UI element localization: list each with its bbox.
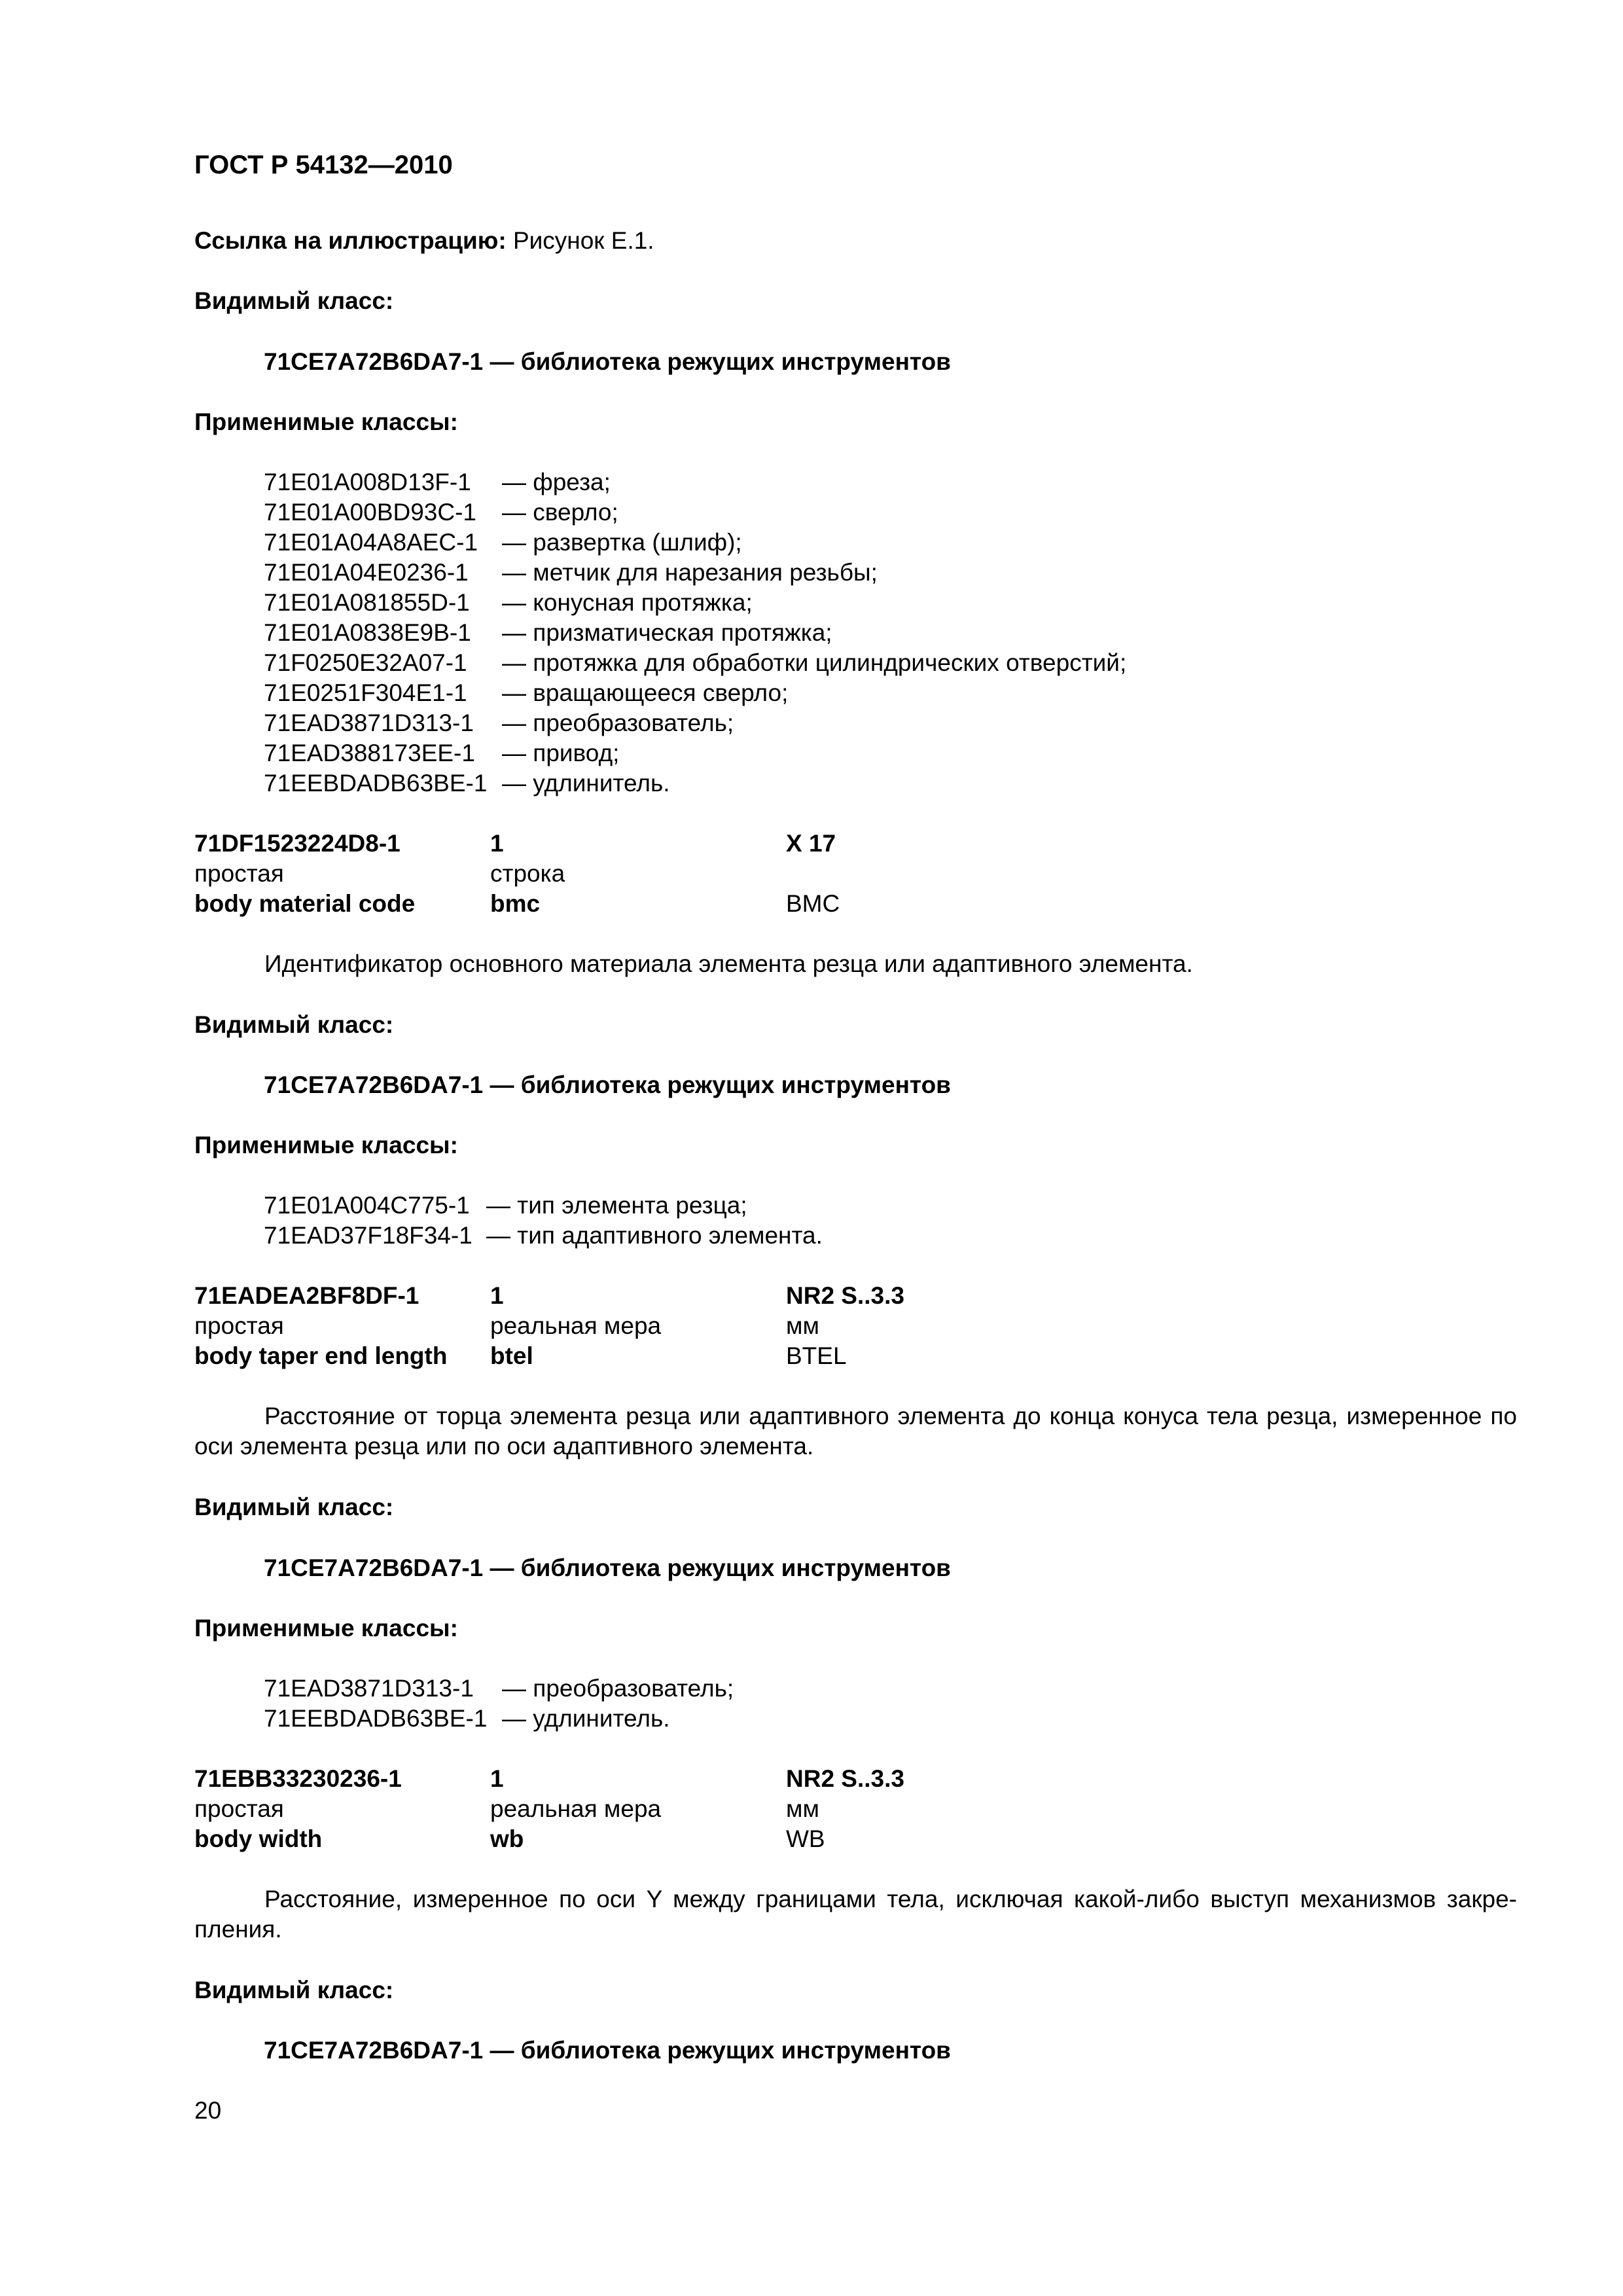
class-code: 71E01A04A8AEC-1 xyxy=(264,529,478,556)
class-description: — привод; xyxy=(502,740,620,766)
property-version: 1 xyxy=(490,1282,504,1309)
class-code: 71EAD37F18F34-1 xyxy=(264,1222,473,1249)
property-version: 1 xyxy=(490,830,504,857)
property-abbreviation: WB xyxy=(786,1825,825,1852)
class-code: 71E01A004C775-1 xyxy=(264,1192,470,1219)
class-description: — конусная протяжка; xyxy=(502,589,753,616)
property-definition: Расстояние, измеренное по оси Y между границами тела, исключая какой-либо выступ механизмов закре-пления. xyxy=(194,1886,1517,1943)
list-item xyxy=(264,1190,747,1221)
class-description: — метчик для нарезания резьбы; xyxy=(502,559,878,586)
property-symbol: wb xyxy=(490,1825,524,1852)
class-code: 71EAD3871D313-1 xyxy=(264,709,474,736)
property-format: NR2 S..3.3 xyxy=(786,1765,904,1792)
list-item xyxy=(264,1220,823,1251)
property-unit: мм xyxy=(786,1312,819,1339)
illustration-reference xyxy=(194,225,654,257)
visible-class-label: Видимый класс: xyxy=(194,287,394,314)
visible-class-value: 71CE7A72B6DA7-1 — библиотека режущих инструментов xyxy=(264,2037,951,2064)
property-version: 1 xyxy=(490,1765,504,1792)
list-item xyxy=(264,1703,670,1734)
property-code: 71EADEA2BF8DF-1 xyxy=(194,1282,419,1309)
property-kind: простая xyxy=(194,860,284,887)
class-description: — развертка (шлиф); xyxy=(502,529,742,556)
property-format: NR2 S..3.3 xyxy=(786,1282,904,1309)
list-item xyxy=(264,738,620,769)
property-code: 71EBB33230236-1 xyxy=(194,1765,402,1792)
class-code: 71E01A0838E9B-1 xyxy=(264,619,471,646)
class-description: — протяжка для обработки цилиндрических отверстий; xyxy=(502,649,1127,676)
property-symbol: btel xyxy=(490,1342,533,1369)
illustration-reference-label: Ссылка на иллюстрацию: xyxy=(194,227,507,254)
property-abbreviation: BTEL xyxy=(786,1342,847,1369)
applicable-classes-label: Применимые классы: xyxy=(194,1615,458,1641)
class-code: 71EAD388173EE-1 xyxy=(264,740,475,766)
list-item xyxy=(264,768,670,799)
class-code: 71E01A04E0236-1 xyxy=(264,559,469,586)
class-code: 71E01A081855D-1 xyxy=(264,589,470,616)
page-header: ГОСТ Р 54132—2010 xyxy=(194,151,453,179)
class-description: — фреза; xyxy=(502,469,611,495)
applicable-classes-label: Применимые классы: xyxy=(194,1132,458,1158)
class-description: — преобразователь; xyxy=(502,1675,734,1702)
list-item xyxy=(264,1673,734,1704)
illustration-reference-value: Рисунок E.1. xyxy=(512,227,654,254)
class-description: — тип адаптивного элемента. xyxy=(486,1222,823,1249)
list-item xyxy=(264,647,1127,679)
property-datatype: строка xyxy=(490,860,565,887)
class-description: — сверло; xyxy=(502,499,618,526)
class-description: — вращающееся сверло; xyxy=(502,679,789,706)
list-item xyxy=(264,677,789,709)
property-unit: мм xyxy=(786,1795,819,1822)
visible-class-value: 71CE7A72B6DA7-1 — библиотека режущих инструментов xyxy=(264,1071,951,1098)
property-kind: простая xyxy=(194,1312,284,1339)
property-code: 71DF1523224D8-1 xyxy=(194,830,401,857)
class-description: — удлинитель. xyxy=(502,1705,670,1732)
class-code: 71EEBDADB63BE-1 xyxy=(264,1705,488,1732)
list-item xyxy=(264,587,753,619)
list-item xyxy=(264,557,878,588)
class-code: 71EAD3871D313-1 xyxy=(264,1675,474,1702)
class-code: 71E01A00BD93C-1 xyxy=(264,499,476,526)
property-definition: Идентификатор основного материала элемента резца или адаптивного элемента. xyxy=(264,950,1193,977)
class-description: — удлинитель. xyxy=(502,770,670,797)
property-format: X 17 xyxy=(786,830,836,857)
visible-class-label: Видимый класс: xyxy=(194,1011,394,1038)
applicable-classes-label: Применимые классы: xyxy=(194,408,458,435)
property-name: body material code xyxy=(194,890,416,917)
class-code: 71EEBDADB63BE-1 xyxy=(264,770,488,797)
property-datatype: реальная мера xyxy=(490,1312,662,1339)
visible-class-label: Видимый класс: xyxy=(194,1494,394,1520)
class-code: 71E01A008D13F-1 xyxy=(264,469,471,495)
property-definition: Расстояние от торца элемента резца или адаптивного элемента до конца конуса тела резца, измеренное по оси элемента резца или по оси адаптивного элемента. xyxy=(194,1403,1517,1460)
visible-class-value: 71CE7A72B6DA7-1 — библиотека режущих инструментов xyxy=(264,348,951,375)
property-datatype: реальная мера xyxy=(490,1795,662,1822)
class-code: 71E0251F304E1-1 xyxy=(264,679,467,706)
list-item xyxy=(264,527,742,558)
page-number: 20 xyxy=(194,2097,222,2124)
class-code: 71F0250E32A07-1 xyxy=(264,649,467,676)
property-name: body taper end length xyxy=(194,1342,448,1369)
class-description: — тип элемента резца; xyxy=(486,1192,747,1219)
property-abbreviation: BMC xyxy=(786,890,840,917)
property-name: body width xyxy=(194,1825,323,1852)
list-item xyxy=(264,497,618,528)
class-description: — призматическая протяжка; xyxy=(502,619,832,646)
list-item xyxy=(264,467,611,498)
property-symbol: bmc xyxy=(490,890,541,917)
visible-class-label: Видимый класс: xyxy=(194,1977,394,2003)
list-item xyxy=(264,708,734,739)
list-item xyxy=(264,617,832,649)
property-kind: простая xyxy=(194,1795,284,1822)
visible-class-value: 71CE7A72B6DA7-1 — библиотека режущих инструментов xyxy=(264,1554,951,1581)
class-description: — преобразователь; xyxy=(502,709,734,736)
